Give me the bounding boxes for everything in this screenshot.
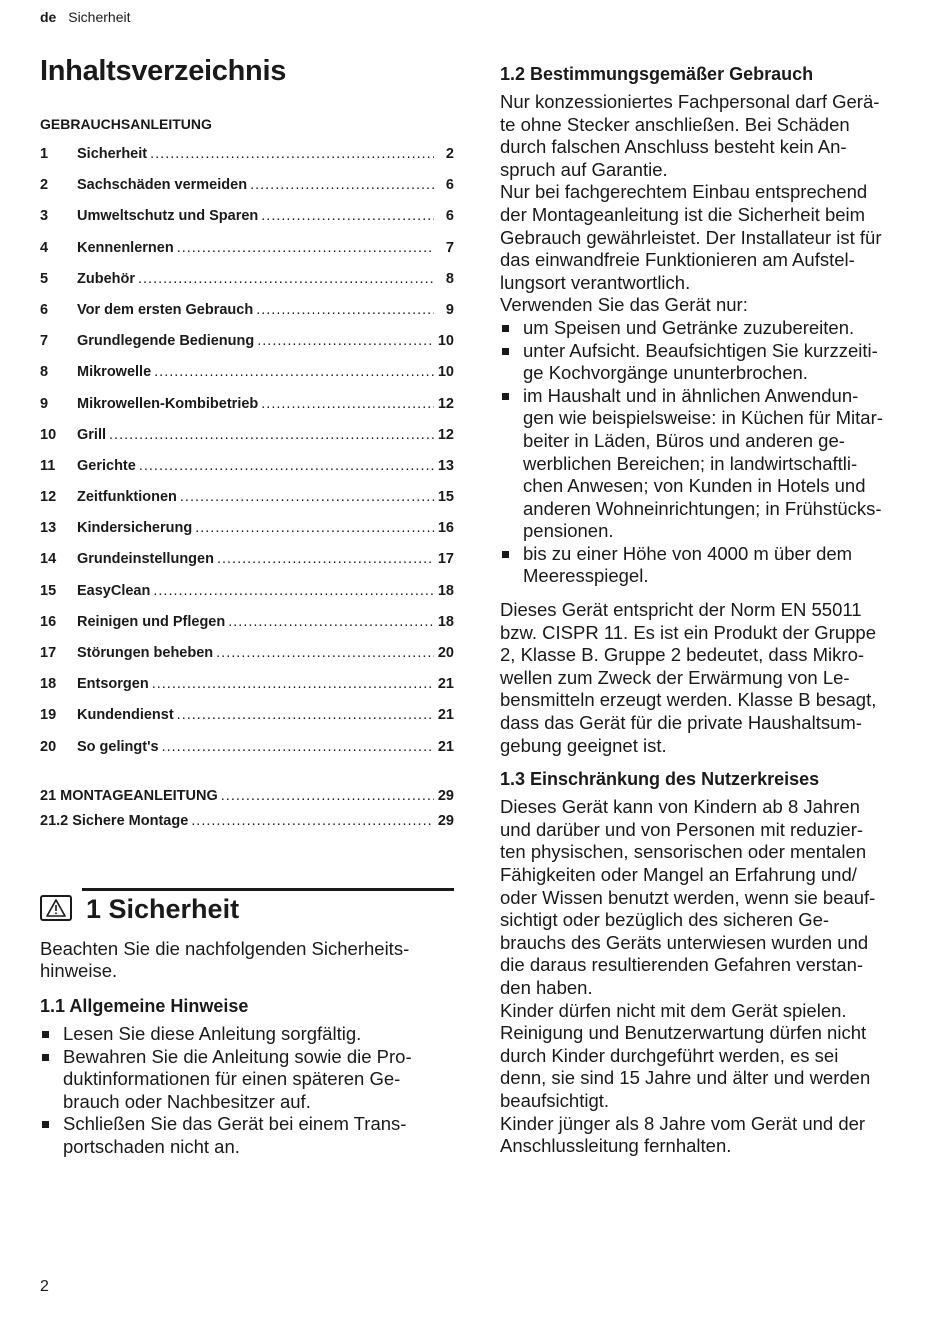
bullet-line: im Haushalt und in ähnlichen Anwendun- (523, 384, 859, 406)
bullet-line: portschaden nicht an. (63, 1135, 240, 1157)
toc-entry-title: Umweltschutz und Sparen (77, 208, 259, 225)
text-line: der Montageanleitung ist die Sicherheit beim (500, 203, 866, 225)
toc-entry-page: 29 (437, 812, 454, 829)
toc-entry-number: 1 (40, 146, 49, 162)
text-line: beaufsichtigt. (500, 1089, 610, 1111)
bullet-line: um Speisen und Getränke zuzubereiten. (523, 316, 855, 338)
bullet-line: Lesen Sie diese Anleitung sorgfältig. (63, 1022, 362, 1044)
section-1-3-paragraph (500, 1000, 915, 1023)
header-section: Sicherheit (68, 9, 131, 25)
toc-leader-dots (256, 302, 434, 318)
toc-leader-dots (139, 458, 434, 474)
section-1-3-paragraph (500, 1113, 915, 1158)
toc-list (40, 146, 454, 770)
toc-leader-dots (221, 788, 434, 804)
section-1-1-list (40, 1023, 454, 1159)
text-line: bensmitteln erzeugt werden. Klasse B besagt, (500, 689, 877, 711)
section-1-header (40, 888, 454, 930)
toc-entry-page: 15 (437, 489, 454, 506)
toc-entry-page: 21 (437, 707, 454, 724)
toc-entry-title: Zubehör (77, 270, 135, 287)
page-number: 2 (40, 1278, 49, 1295)
section-rule (82, 888, 454, 891)
toc-leader-dots (250, 177, 434, 193)
toc-entry-page: 6 (445, 208, 454, 225)
toc-leader-dots (177, 240, 434, 256)
toc-leader-dots (180, 489, 434, 505)
toc-entry-page: 21 (437, 738, 454, 755)
toc-entry-title: Gerichte (77, 457, 136, 474)
bullet-item (500, 543, 915, 588)
running-header (40, 9, 131, 25)
text-line: die daraus resultierenden Gefahren verstan- (500, 954, 864, 976)
toc-gap (40, 770, 454, 788)
toc-entry-number: 19 (40, 707, 57, 724)
text-line: Verwenden Sie das Gerät nur: (500, 294, 748, 316)
toc-entry-title: Vor dem ersten Gebrauch (77, 301, 254, 318)
toc-entry-title: Grundlegende Bedienung (77, 333, 255, 350)
toc-leader-dots (195, 520, 434, 536)
text-line: denn, sie sind 15 Jahre und älter und werden (500, 1067, 871, 1089)
bullet-line: pensionen. (523, 520, 614, 542)
bullet-item (40, 1023, 454, 1046)
bullet-line: beiter in Läden, Büros und anderen ge- (523, 429, 845, 451)
toc-entry-number: 10 (40, 426, 57, 443)
toc-entry-title: Sicherheit (77, 146, 148, 162)
toc-entry[interactable] (40, 427, 454, 458)
text-line: das einwandfreie Funktionieren am Aufstel- (500, 249, 855, 271)
toc-entry-number: 8 (40, 364, 49, 381)
toc-entry-number: 6 (40, 301, 49, 318)
toc-entry-number: 13 (40, 520, 57, 537)
text-line: gebung geeignet ist. (500, 734, 667, 756)
toc-entry-number: 7 (40, 333, 49, 350)
section-1-2-list (500, 317, 915, 588)
toc-entry-page: 2 (445, 146, 454, 162)
toc-leader-dots (261, 208, 434, 224)
toc-entry[interactable] (40, 302, 454, 333)
toc-entry-page: 10 (437, 333, 454, 350)
toc-entry-title: MONTAGEANLEITUNG (60, 787, 218, 804)
toc-entry-title: Zeitfunktionen (77, 489, 177, 506)
toc-entry[interactable] (40, 458, 454, 489)
toc-entry-title: Kindersicherung (77, 520, 193, 537)
bullet-line: werblichen Bereichen; in landwirtschaftli- (523, 452, 858, 474)
toc-entry-number: 5 (40, 270, 49, 287)
text-line: durch falschen Anschluss besteht kein An- (500, 136, 847, 158)
toc-subtitle: GEBRAUCHSANLEITUNG (40, 116, 212, 132)
toc-entry[interactable] (40, 146, 454, 177)
right-column (500, 64, 915, 1158)
toc-entry-number: 11 (40, 457, 56, 474)
toc-leader-dots (153, 583, 434, 599)
toc-entry-page: 29 (437, 787, 454, 804)
toc-entry-title: Grill (77, 426, 107, 443)
toc-entry[interactable] (40, 396, 454, 427)
text-line: wellen zum Zweck der Erwärmung von Le- (500, 666, 850, 688)
text-line: sichtigt oder bezüglich des sicheren Ge- (500, 909, 830, 931)
text-line: brauchs des Geräts unterwiesen wurden und (500, 931, 869, 953)
toc-entry[interactable] (40, 208, 454, 239)
bullet-line: duktinformationen für einen späteren Ge- (63, 1068, 401, 1090)
toc-entry[interactable] (40, 240, 454, 271)
bullet-line: Schließen Sie das Gerät bei einem Trans- (63, 1113, 407, 1135)
toc-entry[interactable] (40, 551, 454, 582)
section-1-3-paragraph (500, 796, 915, 999)
toc-leader-dots (217, 551, 434, 567)
toc-leader-dots (150, 146, 434, 162)
toc-entry[interactable] (40, 645, 454, 676)
toc-entry-number: 9 (40, 395, 49, 412)
toc-entry-title: Mikrowellen-Kombibetrieb (77, 395, 259, 412)
bullet-item (40, 1113, 454, 1158)
toc-entry-page: 13 (437, 457, 454, 474)
toc-entry-page: 16 (437, 520, 454, 537)
text-line: Fähigkeiten oder Mangel an Erfahrung und/ (500, 864, 857, 885)
language-code: de (40, 9, 57, 25)
toc-entry[interactable] (40, 788, 454, 813)
bullet-line: bis zu einer Höhe von 4000 m über dem (523, 542, 853, 564)
toc-entry[interactable] (40, 333, 454, 364)
toc-entry-page: 20 (437, 645, 454, 661)
toc-entry-page: 6 (445, 177, 454, 194)
toc-entry-page: 12 (437, 426, 454, 443)
text-line: Gebrauch gewährleistet. Der Installateur ist für (500, 226, 882, 248)
bullet-line: ge Kochvorgänge ununterbrochen. (523, 362, 808, 384)
toc-install-list (40, 788, 454, 838)
text-line: spruch auf Garantie. (500, 158, 668, 180)
bullet-line: gen wie beispielsweise: in Küchen für Mitar- (523, 407, 883, 429)
toc-entry-title: Reinigen und Pflegen (77, 613, 226, 630)
text-line: Dieses Gerät entspricht der Norm EN 55011 (500, 599, 862, 621)
text-line: den haben. (500, 976, 593, 998)
toc-entry-title: So gelingt's (77, 738, 159, 755)
toc-entry-title: Mikrowelle (77, 364, 152, 381)
text-line: oder Wissen benutzt werden, wenn sie beauf- (500, 886, 876, 908)
section-1-intro (40, 938, 454, 983)
toc-entry-page: 12 (437, 395, 454, 412)
toc-entry-title: Störungen beheben (77, 645, 214, 661)
toc-entry-title: Entsorgen (77, 676, 149, 693)
toc-entry-title: Kennenlernen (77, 239, 174, 256)
toc-entry-number: 18 (40, 676, 57, 693)
toc-entry[interactable] (40, 489, 454, 520)
bullet-item (500, 317, 915, 340)
left-column (40, 55, 454, 1159)
text-line: dass das Gerät für die private Haushaltsum- (500, 712, 862, 734)
toc-leader-dots (138, 271, 434, 287)
text-line: Kinder dürfen nicht mit dem Gerät spielen. (500, 999, 847, 1021)
toc-entry-title: Sichere Montage (72, 812, 189, 829)
section-1-3-heading: 1.3 Einschränkung des Nutzerkreises (500, 769, 820, 790)
toc-entry-number: 15 (40, 582, 57, 599)
section-1-2-paragraph (500, 599, 915, 757)
toc-entry[interactable] (40, 520, 454, 551)
text-line: und darüber und von Personen mit reduzier- (500, 818, 864, 840)
toc-entry-number: 16 (40, 613, 57, 630)
bullet-item (500, 385, 915, 543)
text-line: ten physischen, sensorischen oder mentalen (500, 841, 867, 863)
bullet-line: Bewahren Sie die Anleitung sowie die Pro- (63, 1045, 412, 1067)
bullet-item (500, 340, 915, 385)
toc-entry-page: 9 (445, 301, 454, 318)
bullet-line: chen Anwesen; von Kunden in Hotels und (523, 475, 866, 497)
toc-leader-dots (154, 364, 434, 380)
warning-triangle-icon (40, 895, 72, 921)
toc-leader-dots (257, 333, 434, 349)
toc-leader-dots (261, 396, 434, 412)
toc-entry[interactable] (40, 583, 454, 614)
toc-entry-page: 8 (445, 270, 454, 287)
toc-entry-number: 21.2 (40, 812, 69, 829)
toc-entry-number: 21 (40, 787, 57, 804)
text-line: bzw. CISPR 11. Es ist ein Produkt der Gruppe (500, 621, 876, 643)
toc-entry[interactable] (40, 177, 454, 208)
toc-entry-page: 18 (437, 613, 454, 630)
section-1-2-paragraph (500, 181, 915, 294)
toc-entry-page: 18 (437, 582, 454, 599)
toc-leader-dots (109, 427, 434, 443)
toc-entry-title: EasyClean (77, 582, 151, 599)
toc-entry[interactable] (40, 364, 454, 395)
toc-entry-title: Sachschäden vermeiden (77, 177, 248, 194)
toc-entry[interactable] (40, 614, 454, 645)
text-line: Dieses Gerät kann von Kindern ab 8 Jahren (500, 796, 860, 818)
toc-entry-number: 17 (40, 645, 57, 661)
toc-entry-title: Kundendienst (77, 707, 174, 724)
bullet-line: anderen Wohneinrichtungen; in Frühstücks- (523, 497, 882, 519)
section-1-title: 1 Sicherheit (86, 893, 240, 924)
toc-leader-dots (216, 645, 434, 661)
text-line: Nur konzessioniertes Fachpersonal darf Gerä- (500, 91, 880, 112)
bullet-item (40, 1046, 454, 1114)
section-1-1-heading: 1.1 Allgemeine Hinweise (40, 995, 249, 1016)
toc-entry-number: 12 (40, 489, 57, 506)
toc-entry-page: 10 (437, 364, 454, 381)
toc-entry-number: 2 (40, 177, 49, 194)
section-1-2-heading: 1.2 Bestimmungsgemäßer Gebrauch (500, 64, 814, 84)
text-line: Kinder jünger als 8 Jahre vom Gerät und der (500, 1112, 866, 1134)
toc-entry-page: 21 (437, 676, 454, 693)
toc-entry-number: 20 (40, 738, 57, 755)
toc-entry-number: 4 (40, 239, 49, 256)
toc-title: Inhaltsverzeichnis (40, 55, 287, 87)
bullet-line: unter Aufsicht. Beaufsichtigen Sie kurzzeiti- (523, 339, 878, 361)
text-line: durch Kinder durchgeführt werden, es sei (500, 1044, 839, 1066)
bullet-line: brauch oder Nachbesitzer auf. (63, 1090, 311, 1112)
text-line: hinweise. (40, 960, 118, 982)
text-line: te ohne Stecker anschließen. Bei Schäden (500, 113, 850, 135)
text-line: Anschlussleitung fernhalten. (500, 1135, 732, 1157)
toc-entry-page: 17 (437, 551, 454, 568)
text-line: lungsort verantwortlich. (500, 271, 691, 293)
text-line: Beachten Sie die nachfolgenden Sicherheits- (40, 937, 410, 959)
toc-entry-number: 14 (40, 551, 57, 568)
toc-leader-dots (162, 739, 434, 755)
toc-leader-dots (177, 707, 434, 723)
bullet-line: Meeresspiegel. (523, 565, 649, 587)
toc-entry[interactable] (40, 813, 454, 838)
toc-leader-dots (152, 676, 434, 692)
toc-entry[interactable] (40, 271, 454, 302)
toc-entry-number: 3 (40, 208, 49, 225)
toc-leader-dots (228, 614, 434, 630)
text-line: 2, Klasse B. Gruppe 2 bedeutet, dass Mikro- (500, 644, 865, 666)
toc-entry[interactable] (40, 707, 454, 738)
section-1-2-paragraph (500, 91, 915, 181)
text-line: Reinigung und Benutzerwartung dürfen nicht (500, 1022, 867, 1044)
section-1-2-paragraph (500, 294, 915, 317)
toc-entry-title: Grundeinstellungen (77, 551, 214, 568)
toc-leader-dots (191, 813, 434, 829)
toc-entry-page: 7 (445, 239, 454, 256)
toc-entry[interactable] (40, 739, 454, 770)
section-1-3-paragraph (500, 1022, 915, 1112)
toc-entry[interactable] (40, 676, 454, 707)
text-line: Nur bei fachgerechtem Einbau entsprechend (500, 181, 868, 203)
